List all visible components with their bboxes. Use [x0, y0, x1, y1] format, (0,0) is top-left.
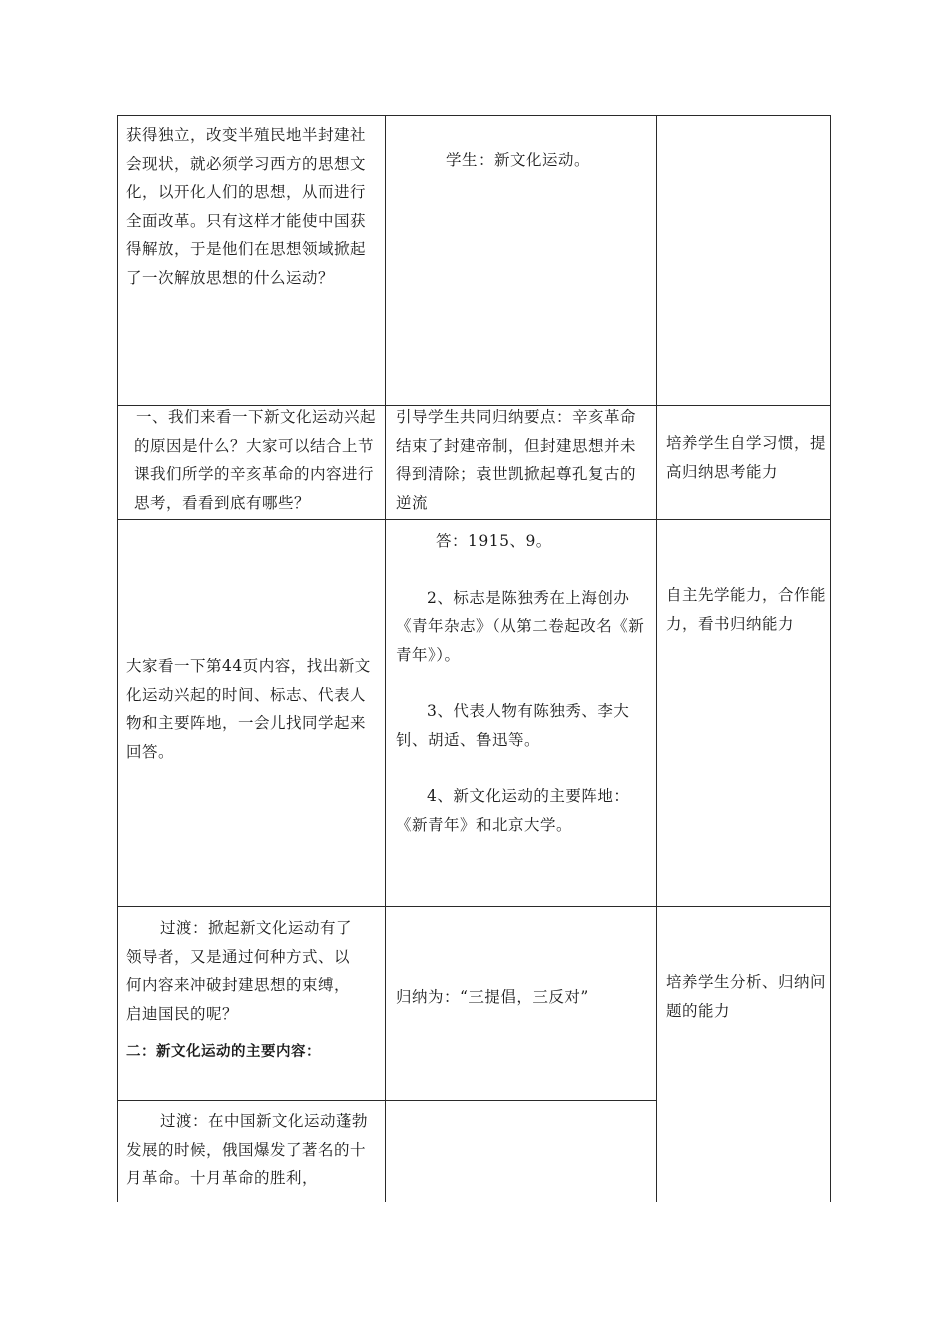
guided-summary: 引导学生共同归纳要点：辛亥革命结束了封建帝制，但封建思想并未得到清除；袁世凯掀起尊孔复古的逆流 [396, 408, 637, 512]
row2-col1-text [130, 403, 384, 517]
transition-text: 过渡：掀起新文化运动有了领导者，又是通过何种方式、以何内容来冲破封建思想的束缚，启迪国民的呢？ [126, 919, 353, 1023]
section-two-heading: 二：新文化运动的主要内容： [126, 1044, 321, 1060]
row3-col3-text [666, 581, 826, 638]
reading-task: 大家看一下第44页内容，找出新文化运动兴起的时间、标志、代表人物和主要阵地，一会儿找同学起来回答。 [126, 657, 371, 761]
design-intent: 培养学生自学习惯，提高归纳思考能力 [666, 434, 827, 481]
row2-col3-text [666, 429, 826, 486]
row1-col1-text [126, 121, 380, 292]
row4-col1-heading [126, 1038, 380, 1067]
column-divider [385, 115, 386, 1202]
column-divider [656, 115, 657, 1202]
row-divider [117, 519, 831, 520]
answer-symbol: 2、标志是陈独秀在上海创办《青年杂志》（从第二卷起改名《新青年》）。 [396, 588, 645, 664]
row-divider [117, 1100, 656, 1101]
row3-col1-text [126, 652, 380, 766]
row-divider [117, 906, 831, 907]
row2-col2-text [396, 403, 648, 517]
row3-col2-text [396, 527, 648, 839]
answer-time: 答：1915、9。 [436, 532, 552, 550]
teacher-question: 获得独立，改变半殖民地半封建社会现状，就必须学习西方的思想文化，以开化人们的思想，从而进行全面改革。只有这样才能使中国获得解放，于是他们在思想领域掀起了一次解放思想的什么运动？ [126, 126, 367, 287]
row4-col1-text [126, 914, 354, 1028]
student-answer: 学生：新文化运动。 [446, 151, 591, 169]
row4-col2-text [396, 983, 648, 1012]
row4-col3-text [666, 968, 826, 1025]
row1-col2-text [396, 146, 646, 175]
answer-figures: 3、代表人物有陈独秀、李大钊、胡适、鲁迅等。 [396, 702, 630, 749]
row5-col1-text [126, 1107, 380, 1193]
table-top-border [117, 115, 831, 116]
summary-text: 归纳为：“三提倡，三反对” [396, 988, 589, 1006]
answer-base: 4、新文化运动的主要阵地：《新青年》和北京大学。 [396, 787, 630, 834]
transition-text: 过渡：在中国新文化运动蓬勃发展的时候，俄国爆发了著名的十月革命。十月革命的胜利， [126, 1112, 369, 1187]
design-intent: 培养学生分析、归纳问题的能力 [666, 973, 827, 1020]
table-left-border [117, 115, 118, 1202]
table-right-border [830, 115, 831, 1202]
design-intent: 自主先学能力，合作能力，看书归纳能力 [666, 586, 827, 633]
section-one-question: 一、我们来看一下新文化运动兴起的原因是什么？大家可以结合上节课我们所学的辛亥革命的内容进行思考，看看到底有哪些？ [134, 408, 377, 512]
